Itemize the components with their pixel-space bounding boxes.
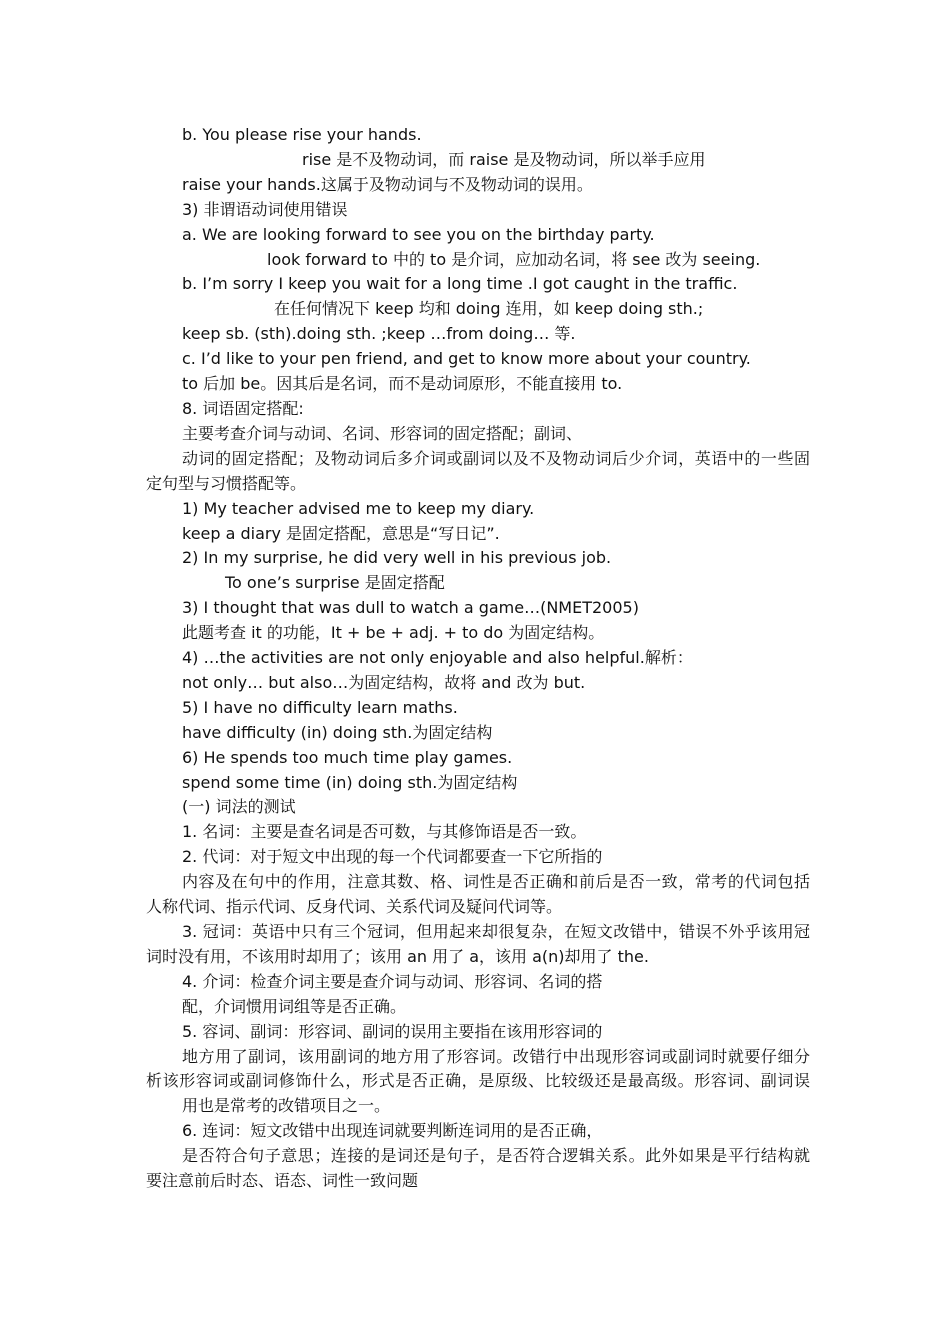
text-line: 是否符合句子意思；连接的是词还是句子，是否符合逻辑关系。此外如果是平行结构就 bbox=[182, 1146, 810, 1166]
text-line: 用也是常考的改错项目之一。 bbox=[182, 1096, 391, 1116]
text-line: keep sb. (sth).doing sth. ;keep …from doing… 等. bbox=[182, 324, 576, 344]
text-line: 析该形容词或副词修饰什么，形式是否正确，是原级、比较级还是最高级。形容词、副词误 bbox=[146, 1071, 810, 1091]
text-line: 此题考查 it 的功能，It + be + adj. + to do 为固定结构。 bbox=[182, 623, 605, 643]
text-line: have difficulty (in) doing sth.为固定结构 bbox=[182, 722, 493, 742]
text-line: 人称代词、指示代词、反身代词、关系代词及疑问代词等。 bbox=[146, 897, 563, 917]
text-line: 在任何情况下 keep 均和 doing 连用，如 keep doing sth.; bbox=[274, 299, 704, 319]
text-line: b. You please rise your hands. bbox=[182, 125, 422, 144]
text-line: rise 是不及物动词，而 raise 是及物动词，所以举手应用 bbox=[302, 149, 706, 169]
text-line: 定句型与习惯搭配等。 bbox=[146, 473, 307, 493]
text-line: 要注意前后时态、语态、词性一致问题 bbox=[146, 1171, 419, 1191]
text-line: raise your hands.这属于及物动词与不及物动词的误用。 bbox=[182, 174, 593, 194]
text-line: 3) 非谓语动词使用错误 bbox=[182, 199, 348, 219]
section-heading: 8. 词语固定搭配: bbox=[182, 398, 304, 418]
text-line: 4. 介词：检查介词主要是查介词与动词、形容词、名词的搭 bbox=[182, 971, 603, 991]
text-line: 词时没有用，不该用时却用了；该用 an 用了 a，该用 a(n)却用了 the. bbox=[146, 946, 649, 966]
text-line: 内容及在句中的作用，注意其数、格、词性是否正确和前后是否一致，常考的代词包括 bbox=[182, 872, 810, 892]
text-line: 动词的固定搭配；及物动词后多介词或副词以及不及物动词后少介词，英语中的一些固 bbox=[182, 448, 810, 468]
text-line: 1) My teacher advised me to keep my diary. bbox=[182, 498, 535, 518]
text-line: 1. 名词：主要是查名词是否可数，与其修饰语是否一致。 bbox=[182, 822, 587, 842]
text-line: 主要考查介词与动词、名词、形容词的固定搭配；副词、 bbox=[182, 423, 583, 443]
text-line: To one’s surprise 是固定搭配 bbox=[225, 573, 445, 593]
text-line: 3. 冠词：英语中只有三个冠词，但用起来却很复杂，在短文改错中，错误不外乎该用冠 bbox=[182, 922, 810, 941]
text-line: 5) I have no difficulty learn maths. bbox=[182, 697, 458, 717]
text-line: c. I’d like to your pen friend, and get to know more about your country. bbox=[182, 349, 751, 369]
section-heading: (一) 词法的测试 bbox=[182, 797, 296, 817]
text-line: keep a diary 是固定搭配，意思是“写日记”. bbox=[182, 523, 500, 543]
text-line: 2) In my surprise, he did very well in his previous job. bbox=[182, 548, 612, 568]
text-line: not only… but also…为固定结构，故将 and 改为 but. bbox=[182, 672, 586, 692]
text-line: to 后加 be。因其后是名词，而不是动词原形，不能直接用 to. bbox=[182, 374, 623, 394]
text-line: 2. 代词：对于短文中出现的每一个代词都要查一下它所指的 bbox=[182, 847, 603, 867]
text-line: 6) He spends too much time play games. bbox=[182, 747, 513, 767]
text-line: 4) …the activities are not only enjoyable and also helpful.解析： bbox=[182, 648, 693, 668]
text-line: 3) I thought that was dull to watch a game…(NMET2005) bbox=[182, 598, 639, 618]
text-line: look forward to 中的 to 是介词，应加动名词，将 see 改为 seeing. bbox=[267, 249, 761, 269]
text-line: 6. 连词：短文改错中出现连词就要判断连词用的是否正确， bbox=[182, 1121, 603, 1141]
text-line: 5. 容词、副词：形容词、副词的误用主要指在该用形容词的 bbox=[182, 1021, 603, 1041]
text-line: spend some time (in) doing sth.为固定结构 bbox=[182, 772, 518, 792]
text-line: 地方用了副词，该用副词的地方用了形容词。改错行中出现形容词或副词时就要仔细分 bbox=[182, 1046, 810, 1066]
text-line: b. I’m sorry I keep you wait for a long time .I got caught in the traffic. bbox=[182, 274, 738, 294]
text-line: a. We are looking forward to see you on the birthday party. bbox=[182, 224, 655, 244]
text-line: 配，介词惯用词组等是否正确。 bbox=[182, 996, 407, 1016]
